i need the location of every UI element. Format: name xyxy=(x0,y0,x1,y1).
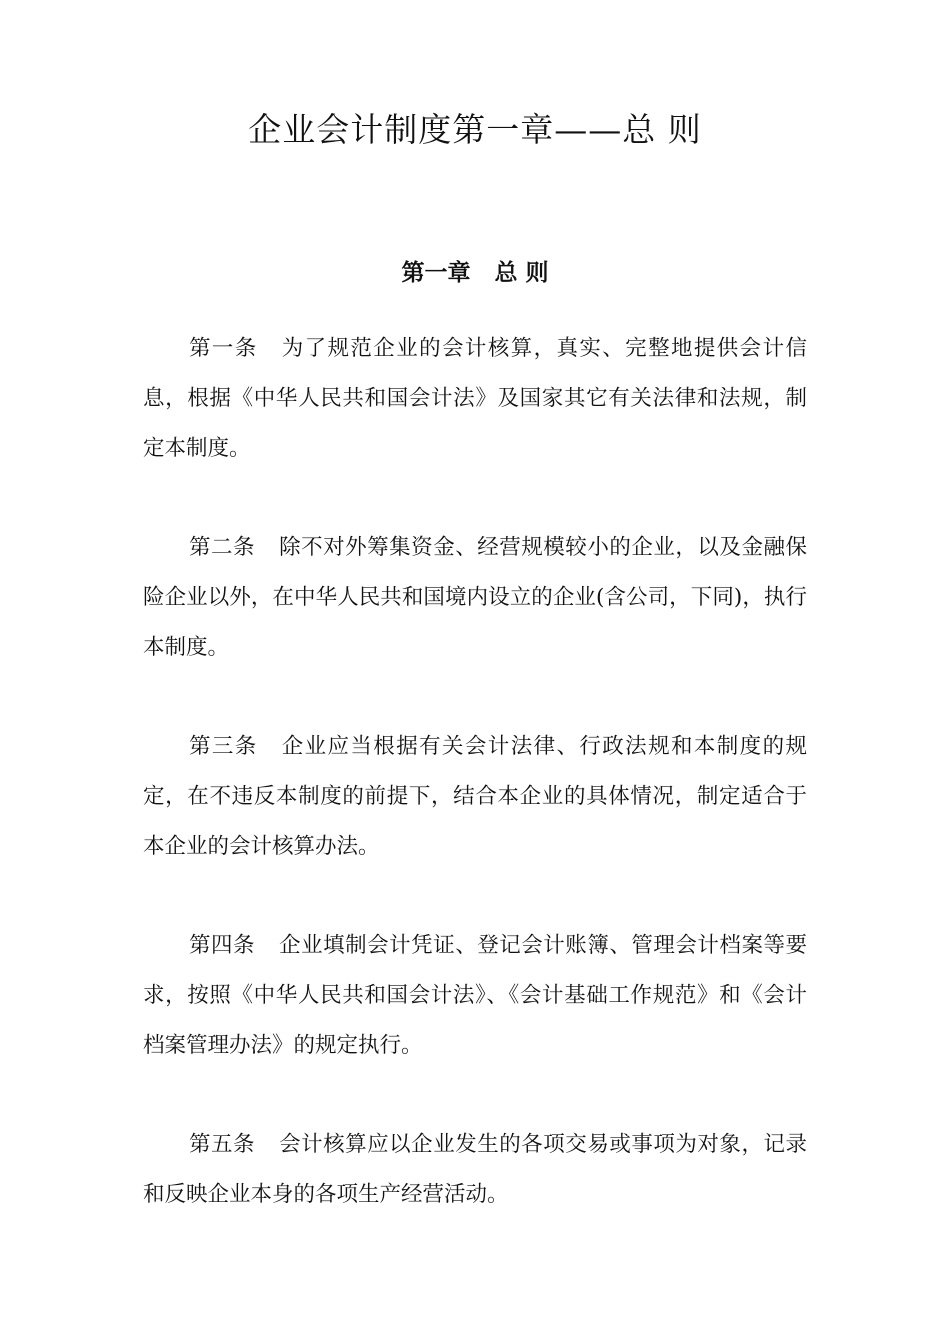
article-number: 第二条 xyxy=(189,535,256,560)
article-4 xyxy=(143,921,807,1071)
article-number: 第三条 xyxy=(189,734,258,759)
article-5 xyxy=(143,1120,807,1220)
article-text: 为了规范企业的会计核算，真实、完整地提供会计信息，根据《中华人民共和国会计法》及国家其它有关法律和法规，制定本制度。 xyxy=(143,336,807,461)
chapter-number: 第一章 xyxy=(401,260,471,286)
article-text: 企业应当根据有关会计法律、行政法规和本制度的规定，在不违反本制度的前提下，结合本企业的具体情况，制定适合于本企业的会计核算办法。 xyxy=(143,734,807,859)
chapter-name: 总 则 xyxy=(494,260,549,286)
article-number: 第四条 xyxy=(189,933,256,958)
article-number: 第一条 xyxy=(189,336,258,361)
article-text: 除不对外筹集资金、经营规模较小的企业，以及金融保险企业以外，在中华人民共和国境内设立的企业(含公司，下同)，执行本制度。 xyxy=(143,535,807,660)
article-text: 企业填制会计凭证、登记会计账簿、管理会计档案等要求，按照《中华人民共和国会计法》、《会计基础工作规范》和《会计档案管理办法》的规定执行。 xyxy=(143,933,807,1058)
article-3 xyxy=(143,722,807,872)
article-1 xyxy=(143,324,807,474)
article-number: 第五条 xyxy=(189,1132,256,1157)
article-text: 会计核算应以企业发生的各项交易或事项为对象，记录和反映企业本身的各项生产经营活动。 xyxy=(143,1132,807,1207)
document-title: 企业会计制度第一章——总 则 xyxy=(248,110,702,149)
chapter-heading xyxy=(0,253,950,293)
article-2 xyxy=(143,523,807,673)
